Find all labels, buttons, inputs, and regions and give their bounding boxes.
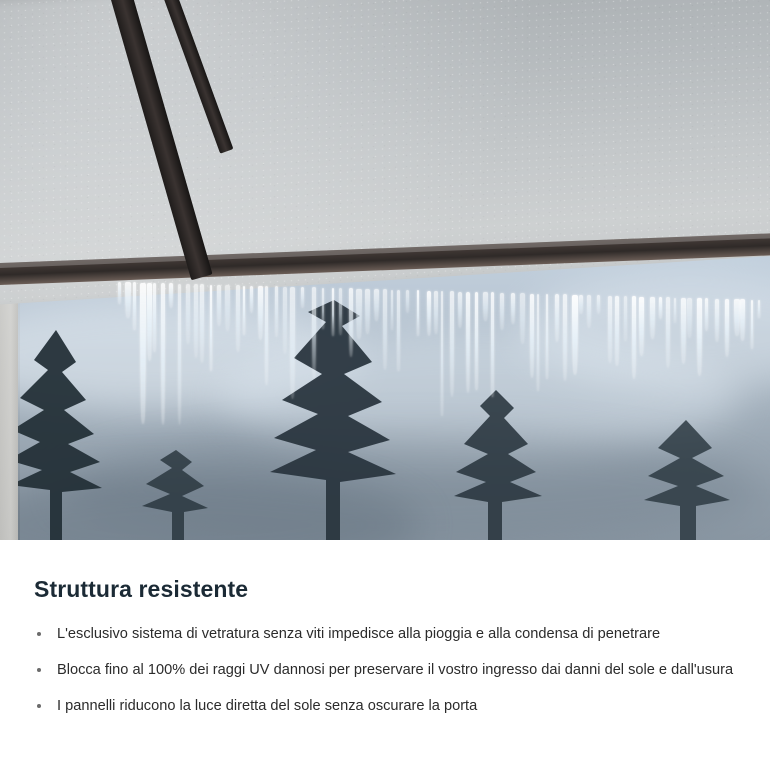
icicle bbox=[725, 299, 729, 357]
icicle bbox=[194, 284, 198, 358]
icicle bbox=[587, 295, 591, 328]
section-heading: Struttura resistente bbox=[34, 576, 249, 602]
icicle bbox=[740, 299, 745, 341]
icicle bbox=[275, 286, 278, 337]
icicle bbox=[751, 300, 753, 349]
icicle bbox=[153, 283, 156, 352]
icicle bbox=[563, 294, 567, 381]
icicle bbox=[397, 290, 400, 371]
icicle bbox=[283, 287, 287, 355]
icicle bbox=[511, 293, 515, 324]
icicle bbox=[427, 291, 431, 336]
icicle bbox=[332, 288, 334, 336]
list-item bbox=[34, 661, 736, 679]
feature-list bbox=[34, 625, 736, 716]
bullet-dot-icon bbox=[37, 632, 41, 636]
icicle bbox=[365, 289, 370, 334]
icicle bbox=[520, 293, 525, 343]
icicle bbox=[200, 284, 204, 362]
icicle bbox=[579, 295, 583, 314]
icicle bbox=[624, 296, 627, 340]
icicle bbox=[537, 294, 539, 391]
icicle bbox=[217, 285, 221, 326]
icicle bbox=[243, 286, 245, 335]
icicle bbox=[322, 288, 324, 329]
icicle bbox=[349, 288, 353, 357]
icicle bbox=[681, 298, 686, 364]
icicle bbox=[118, 282, 121, 304]
list-item bbox=[34, 697, 736, 715]
icicle bbox=[597, 295, 600, 314]
icicle bbox=[125, 282, 131, 317]
icicle bbox=[674, 298, 676, 324]
icicle bbox=[406, 290, 409, 313]
icicle bbox=[236, 285, 240, 351]
icicle-row bbox=[0, 262, 770, 462]
icicle bbox=[417, 290, 419, 336]
list-item-text: I pannelli riducono la luce diretta del sole senza oscurare la porta bbox=[57, 698, 478, 715]
icicle bbox=[258, 286, 263, 340]
icicle bbox=[441, 291, 443, 416]
icicle bbox=[632, 296, 636, 378]
icicle bbox=[697, 298, 702, 376]
icicle bbox=[734, 299, 740, 336]
icicle bbox=[608, 296, 612, 364]
icicle bbox=[555, 294, 559, 342]
bullet-dot-icon bbox=[37, 704, 41, 708]
icicle bbox=[133, 282, 136, 330]
icicle bbox=[169, 283, 173, 308]
icicle bbox=[715, 299, 719, 342]
icicle bbox=[140, 283, 146, 424]
icicle bbox=[705, 298, 708, 331]
icicle bbox=[225, 285, 230, 331]
icicle bbox=[615, 296, 619, 366]
icicle bbox=[458, 292, 462, 329]
icicle bbox=[301, 287, 304, 308]
list-item-text: L'esclusivo sistema di vetratura senza viti impedisce alla pioggia e alla condensa di penetrare bbox=[57, 626, 661, 642]
icicle bbox=[491, 292, 494, 397]
list-item-text: Blocca fino al 100% dei raggi UV dannosi per preservare il vostro ingresso dai danni del sole e dall'usura bbox=[57, 662, 734, 679]
icicle bbox=[758, 300, 760, 318]
icicle bbox=[147, 283, 152, 361]
list-item bbox=[34, 625, 736, 643]
icicle bbox=[546, 294, 548, 379]
icicle bbox=[391, 290, 393, 331]
icicle bbox=[265, 286, 268, 385]
icicle bbox=[466, 292, 470, 393]
icicle bbox=[687, 298, 692, 339]
icicle bbox=[161, 283, 165, 425]
icicle bbox=[650, 297, 655, 339]
icicle bbox=[639, 297, 644, 357]
icicle bbox=[434, 291, 438, 334]
icicle bbox=[450, 291, 454, 396]
icicle bbox=[250, 286, 253, 314]
icicle bbox=[178, 284, 181, 426]
icicle bbox=[500, 293, 504, 330]
icicle bbox=[666, 297, 670, 368]
bullet-dot-icon bbox=[37, 668, 41, 672]
feature-text-block bbox=[0, 540, 770, 770]
icicle bbox=[383, 289, 387, 370]
icicle bbox=[530, 294, 534, 379]
icicle bbox=[290, 287, 295, 399]
icicle bbox=[312, 287, 316, 378]
icicle bbox=[659, 297, 662, 319]
icicle bbox=[374, 289, 379, 320]
icicle bbox=[339, 288, 342, 335]
tree-silhouette bbox=[120, 450, 230, 540]
icicle bbox=[356, 289, 362, 340]
icicle bbox=[210, 285, 212, 372]
icicle bbox=[475, 292, 478, 390]
icicle bbox=[483, 292, 488, 321]
icicle bbox=[572, 295, 578, 375]
icicle bbox=[186, 284, 190, 344]
